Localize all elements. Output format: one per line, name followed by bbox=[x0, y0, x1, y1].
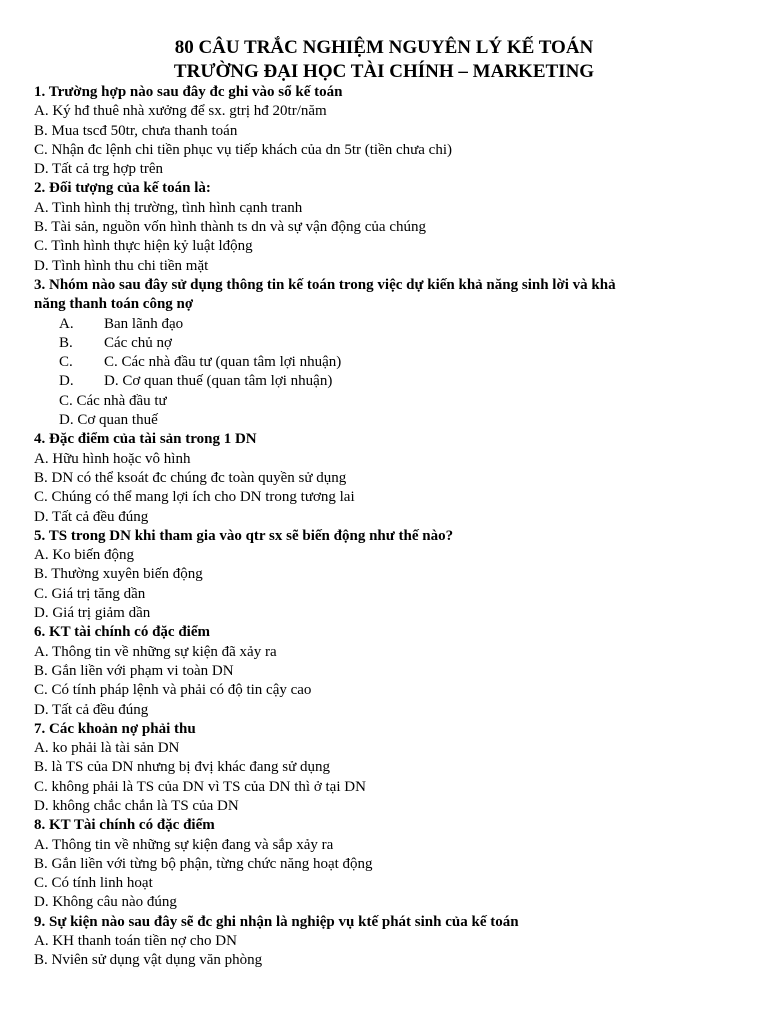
sub-option-line bbox=[34, 353, 734, 372]
option-line: A. ko phải là tài sản DN bbox=[34, 740, 180, 757]
option-line: B. Mua tscđ 50tr, chưa thanh toán bbox=[34, 122, 238, 139]
sub-option-text: D. Cơ quan thuế (quan tâm lợi nhuận) bbox=[104, 373, 333, 390]
option-line: A. KH thanh toán tiền nợ cho DN bbox=[34, 933, 237, 950]
option-line: A. Hữu hình hoặc vô hình bbox=[34, 450, 191, 467]
question-line: 6. KT tài chính có đặc điểm bbox=[34, 624, 210, 641]
question-line: 2. Đối tượng của kế toán là: bbox=[34, 180, 211, 197]
option-line: D. Tất cả đều đúng bbox=[34, 701, 149, 718]
question-line: 9. Sự kiện nào sau đây sẽ đc ghi nhận là nghiệp vụ ktế phát sinh của kế toán bbox=[34, 913, 519, 930]
option-line: C. Nhận đc lệnh chi tiền phục vụ tiếp khách của dn 5tr (tiền chưa chi) bbox=[34, 141, 452, 158]
option-line: D. Không câu nào đúng bbox=[34, 894, 177, 911]
sub-option-text: Ban lãnh đạo bbox=[104, 315, 184, 332]
option-line: C. Giá trị tăng dần bbox=[34, 585, 146, 602]
sub-option-line bbox=[34, 334, 734, 353]
option-line: C. không phải là TS của DN vì TS của DN thì ở tại DN bbox=[34, 778, 366, 795]
sub-option-label: A. bbox=[59, 315, 74, 332]
option-line: B. DN có thể ksoát đc chúng đc toàn quyền sử dụng bbox=[34, 469, 347, 486]
option-line: B. Nviên sử dụng vật dụng văn phòng bbox=[34, 952, 263, 969]
option-line: B. Gắn liền với phạm vi toàn DN bbox=[34, 662, 234, 679]
question-line: năng thanh toán công nợ bbox=[34, 296, 194, 313]
sub-option-label: D. bbox=[59, 373, 74, 390]
question-list bbox=[34, 83, 734, 971]
sub-option-line bbox=[34, 315, 734, 334]
indented-option-line: C. Các nhà đầu tư bbox=[59, 392, 167, 409]
question-line: 8. KT Tài chính có đặc điểm bbox=[34, 817, 215, 834]
option-line: C. Có tính pháp lệnh và phải có độ tin cậy cao bbox=[34, 682, 312, 699]
option-line: A. Ko biến động bbox=[34, 547, 134, 564]
question-line: 4. Đặc điểm của tài sản trong 1 DN bbox=[34, 431, 257, 448]
option-line: D. không chắc chắn là TS của DN bbox=[34, 797, 239, 814]
option-line: B. Thường xuyên biến động bbox=[34, 566, 203, 583]
sub-option-label: B. bbox=[59, 334, 73, 351]
question-line: 1. Trường hợp nào sau đây đc ghi vào sổ kế toán bbox=[34, 84, 343, 100]
sub-option-line bbox=[34, 372, 734, 391]
option-line: C. Chúng có thể mang lợi ích cho DN trong tương lai bbox=[34, 489, 355, 506]
indented-option-line: D. Cơ quan thuế bbox=[59, 412, 158, 429]
question-line: 3. Nhóm nào sau đây sử dụng thông tin kế toán trong việc dự kiến khả năng sinh lời và khả bbox=[34, 276, 616, 293]
sub-option-text: C. Các nhà đầu tư (quan tâm lợi nhuận) bbox=[104, 354, 342, 371]
title-line-2: TRƯỜNG ĐẠI HỌC TÀI CHÍNH – MARKETING bbox=[173, 61, 595, 82]
question-line: 5. TS trong DN khi tham gia vào qtr sx sẽ biến động như thế nào? bbox=[34, 527, 454, 544]
sub-option-label: C. bbox=[59, 354, 73, 371]
option-line: A. Tình hình thị trường, tình hình cạnh tranh bbox=[34, 199, 303, 216]
option-line: A. Thông tin về những sự kiện đã xảy ra bbox=[34, 643, 277, 660]
option-line: B. Gắn liền với từng bộ phận, từng chức năng hoạt động bbox=[34, 855, 373, 872]
title-block bbox=[0, 36, 768, 84]
option-line: D. Tất cả đều đúng bbox=[34, 508, 149, 525]
option-line: B. là TS của DN nhưng bị đvị khác đang sử dụng bbox=[34, 759, 330, 776]
option-line: C. Có tính linh hoạt bbox=[34, 875, 153, 892]
option-line: D. Tất cả trg hợp trên bbox=[34, 161, 164, 178]
option-line: D. Giá trị giảm dần bbox=[34, 605, 151, 622]
option-line: A. Thông tin về những sự kiện đang và sắp xảy ra bbox=[34, 836, 334, 853]
sub-option-text: Các chủ nợ bbox=[104, 334, 172, 351]
question-line: 7. Các khoản nợ phải thu bbox=[34, 720, 196, 737]
option-line: C. Tình hình thực hiện kỷ luật lđộng bbox=[34, 238, 253, 255]
option-line: B. Tài sản, nguồn vốn hình thành ts dn và sự vận động của chúng bbox=[34, 219, 426, 236]
option-line: D. Tình hình thu chi tiền mặt bbox=[34, 257, 209, 274]
title-line-1: 80 CÂU TRẮC NGHIỆM NGUYÊN LÝ KẾ TOÁN bbox=[174, 37, 594, 58]
option-line: A. Ký hđ thuê nhà xưởng để sx. gtrị hđ 20tr/năm bbox=[34, 103, 327, 120]
